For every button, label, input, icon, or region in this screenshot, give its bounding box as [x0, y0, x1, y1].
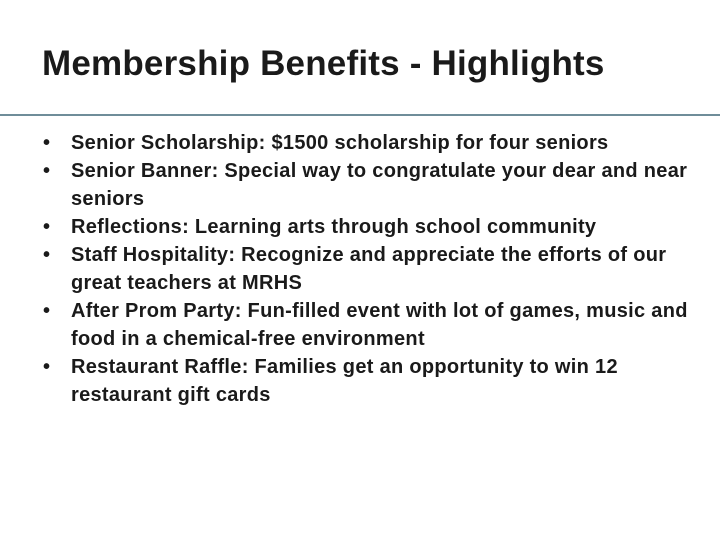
bullet-dot-icon: •: [43, 356, 51, 378]
bullet-dot-icon: •: [43, 300, 51, 322]
bullet-item-after-prom-party: [43, 297, 693, 353]
bullet-item-senior-scholarship: [43, 129, 693, 157]
bullet-item-restaurant-raffle: [43, 353, 693, 409]
bullet-item-reflections: [43, 213, 693, 241]
slide-title: Membership Benefits - Highlights: [42, 44, 605, 83]
bullet-list: [43, 129, 693, 409]
bullet-text: Restaurant Raffle: Families get an opportunity to win 12 restaurant gift cards: [71, 356, 618, 406]
bullet-text: Senior Scholarship: $1500 scholarship for four seniors: [71, 132, 609, 154]
bullet-item-staff-hospitality: [43, 241, 693, 297]
bullet-dot-icon: •: [43, 160, 51, 182]
bullet-text: Senior Banner: Special way to congratulate your dear and near seniors: [71, 160, 688, 210]
bullet-dot-icon: •: [43, 132, 51, 154]
bullet-text: Reflections: Learning arts through school community: [71, 216, 597, 238]
bullet-text: Staff Hospitality: Recognize and appreciate the efforts of our great teachers at MRHS: [71, 244, 667, 294]
bullet-text: After Prom Party: Fun-filled event with lot of games, music and food in a chemical-free environment: [71, 300, 688, 350]
title-divider: [0, 114, 720, 116]
bullet-dot-icon: •: [43, 216, 51, 238]
bullet-dot-icon: •: [43, 244, 51, 266]
bullet-item-senior-banner: [43, 157, 693, 213]
